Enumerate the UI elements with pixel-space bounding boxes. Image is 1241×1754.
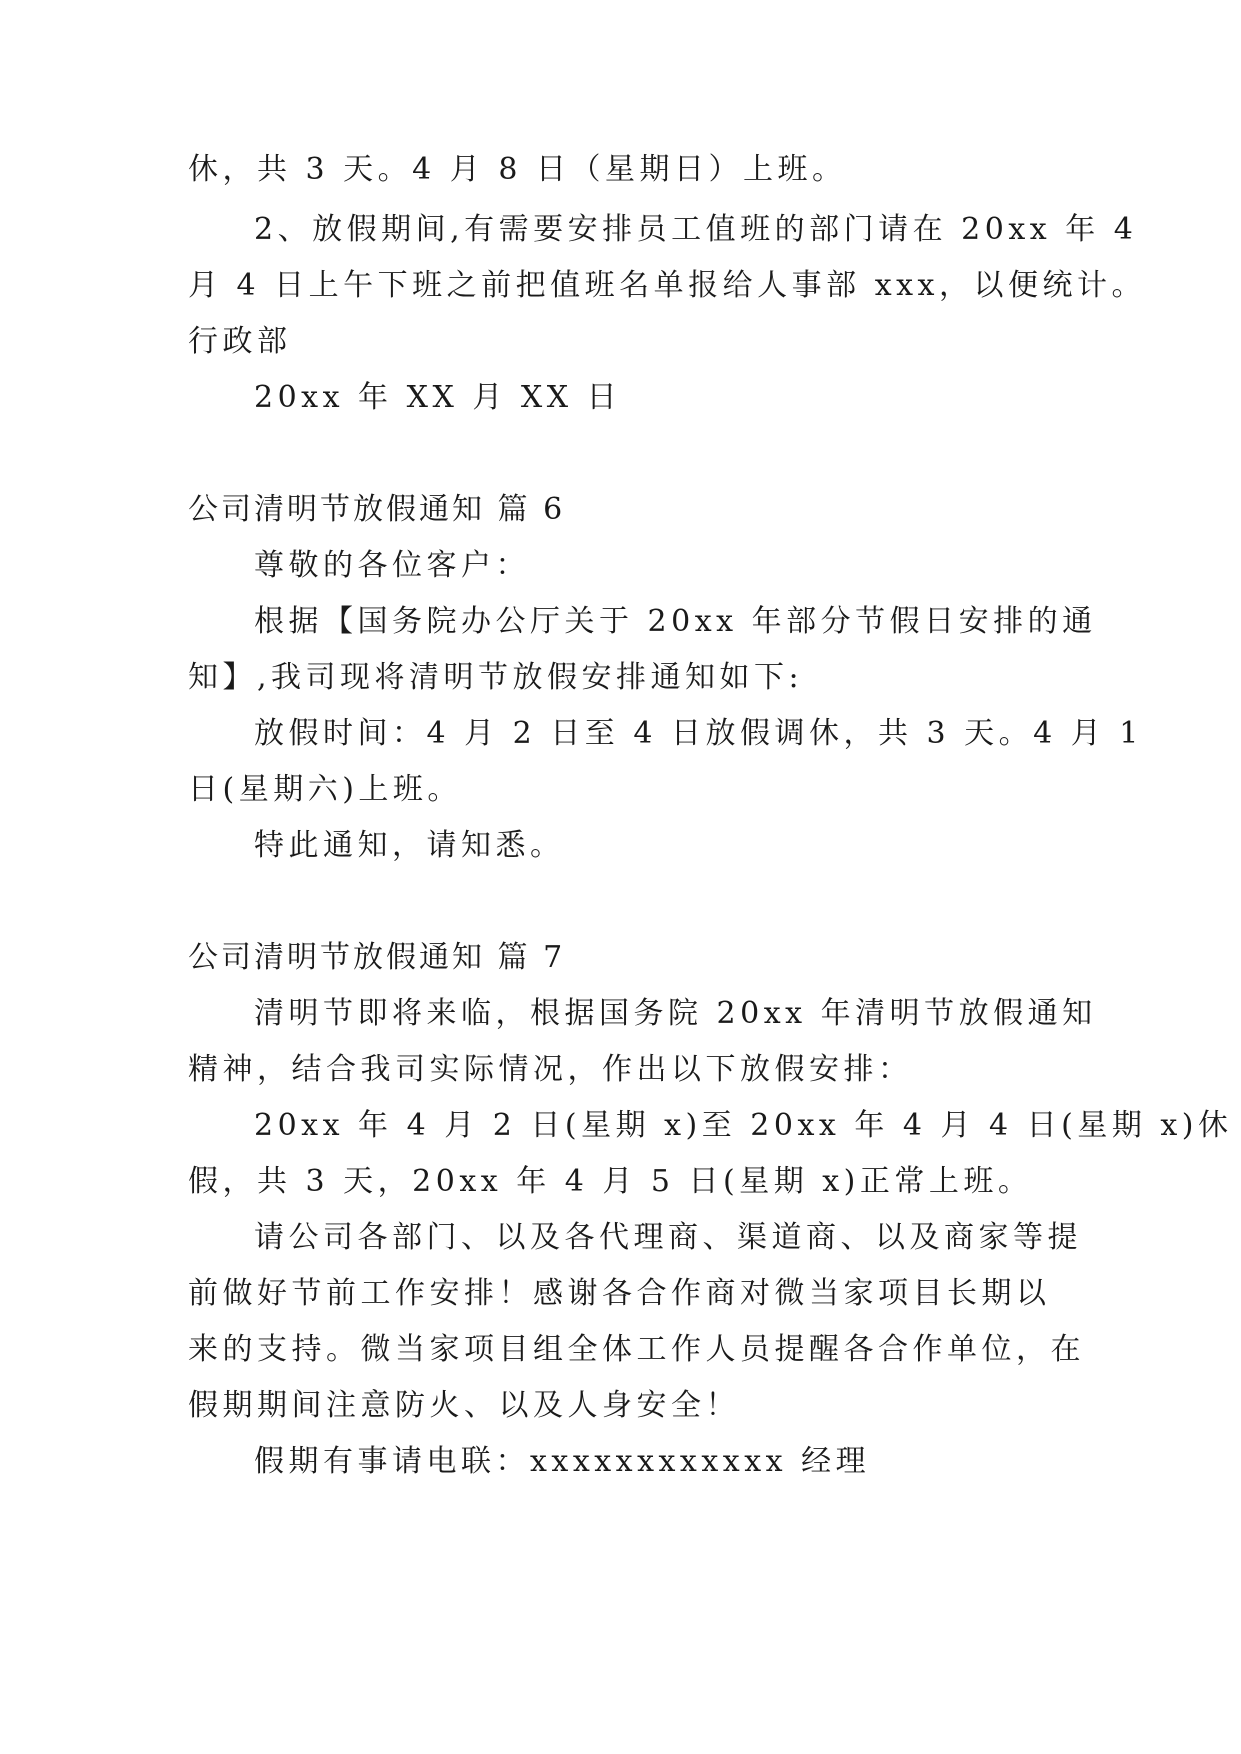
signature-date: 20xx 年 XX 月 XX 日 — [254, 380, 622, 415]
text-line: 2、放假期间,有需要安排员工值班的部门请在 20xx 年 4 — [254, 212, 1138, 247]
text-line: 20xx 年 4 月 2 日(星期 x)至 20xx 年 4 月 4 日(星期 x)休 — [254, 1108, 1233, 1143]
text-line: 来的支持。微当家项目组全体工作人员提醒各合作单位，在 — [188, 1332, 1085, 1367]
text-line: 清明节即将来临，根据国务院 20xx 年清明节放假通知 — [254, 996, 1097, 1031]
text-line: 放假时间：4 月 2 日至 4 日放假调休，共 3 天。4 月 1 — [254, 716, 1143, 751]
text-line: 月 4 日上午下班之前把值班名单报给人事部 xxx，以便统计。 — [188, 268, 1146, 303]
text-line: 尊敬的各位客户： — [254, 548, 530, 583]
text-line: 精神，结合我司实际情况，作出以下放假安排： — [188, 1052, 913, 1087]
section-heading-6: 公司清明节放假通知 篇 6 — [188, 492, 566, 527]
text-line: 日(星期六)上班。 — [188, 772, 462, 807]
text-line: 前做好节前工作安排！感谢各合作商对微当家项目长期以 — [188, 1276, 1051, 1311]
section-heading-7: 公司清明节放假通知 篇 7 — [188, 940, 566, 975]
text-line: 假期期间注意防火、以及人身安全！ — [188, 1388, 740, 1423]
text-line: 假，共 3 天，20xx 年 4 月 5 日(星期 x)正常上班。 — [188, 1164, 1033, 1199]
text-line: 根据【国务院办公厅关于 20xx 年部分节假日安排的通 — [254, 604, 1097, 639]
text-line: 请公司各部门、以及各代理商、渠道商、以及商家等提 — [254, 1220, 1082, 1255]
text-line: 知】,我司现将清明节放假安排通知如下: — [188, 660, 804, 695]
text-line: 特此通知，请知悉。 — [254, 828, 565, 863]
contact-line: 假期有事请电联：xxxxxxxxxxxx 经理 — [254, 1444, 871, 1479]
signature-department: 行政部 — [188, 324, 292, 359]
text-line: 休，共 3 天。4 月 8 日（星期日）上班。 — [188, 152, 847, 187]
